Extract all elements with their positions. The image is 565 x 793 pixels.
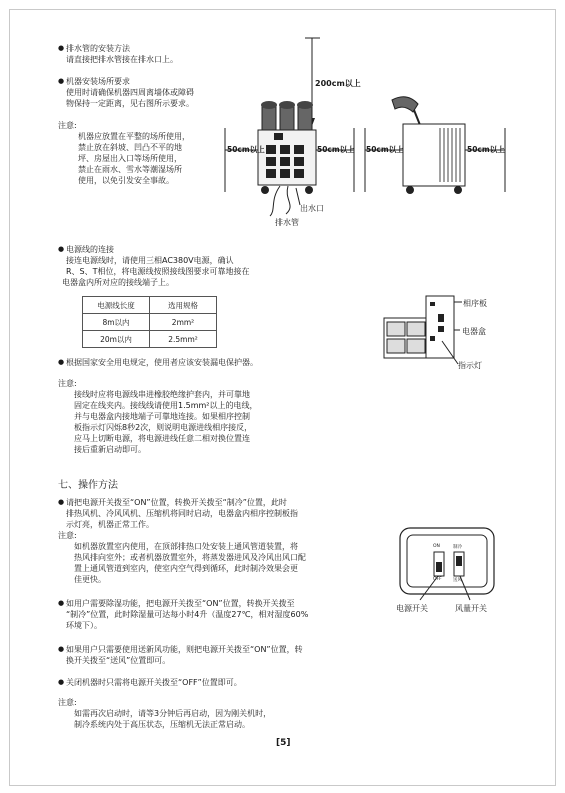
note-text: 如机器放置室内使用，在顶部排热口处安装上通风管道装置，将 — [74, 542, 298, 551]
note-text: 固定在线夹内。接线线请使用1.5mm²以上的电线， — [74, 401, 258, 410]
table-cell: 2.5mm² — [150, 331, 217, 348]
note-text: 接线时应将电源线串进橡胶绝缘护套内，并可靠地 — [74, 390, 250, 399]
table-header-cell: 电源线长度 — [83, 297, 150, 314]
indicator-light-label: 指示灯 — [458, 361, 482, 370]
dehumidify-text: 环境下）。 — [66, 621, 102, 630]
power-text: 接连电源线时，请使用三相AC380V电源，确认 — [66, 256, 234, 265]
power-text: R、S、T相位，将电源线按照接线图要求可靠地接在 — [66, 267, 250, 276]
power-title: 电源线的连接 — [66, 245, 114, 254]
note-text: 使用，以免引发安全事故。 — [78, 176, 174, 185]
clearance-label: 50cm以上 — [317, 145, 355, 154]
hose-label: 排水管 — [275, 218, 299, 227]
operation-text: 示灯亮，机器正常工作。 — [66, 520, 154, 529]
height-clearance-label: 200cm以上 — [315, 79, 361, 88]
shutdown-text: 关闭机器时只需将电源开关拨至“OFF”位置即可。 — [66, 678, 242, 687]
note-text: 热风排向室外；或者机器放置室外，将蒸发器进风及冷风出风口配 — [74, 553, 306, 562]
note-text: 板指示灯闪烁8秒2次，则说明电源进线相序接反， — [74, 423, 253, 432]
table-cell: 2mm² — [150, 314, 217, 331]
drain-text: 请直接把排水管接在排水口上。 — [66, 55, 178, 64]
note-text: 佳更快。 — [74, 575, 106, 584]
bullet: ● — [58, 77, 65, 85]
electrical-box-label: 电器盒 — [462, 327, 486, 336]
note-text: 机器应放置在平整的场所使用， — [78, 132, 190, 141]
bullet: ● — [58, 678, 65, 686]
bullet: ● — [58, 44, 65, 52]
bullet: ● — [58, 645, 65, 653]
page-number: [5] — [276, 738, 291, 748]
phase-board-label: 相序板 — [463, 299, 487, 308]
note-text: 禁止放在斜坡、凹凸不平的地 — [78, 143, 182, 152]
table-header-cell: 选用规格 — [150, 297, 217, 314]
power-text: 电器盒内所对应的接线端子上。 — [62, 278, 174, 287]
switch-fan-label: 送风 — [453, 578, 462, 583]
note-text: 接后重新启动即可。 — [74, 445, 146, 454]
table-cell: 20m以内 — [83, 331, 150, 348]
fan-switch-label: 风量开关 — [455, 604, 487, 613]
site-text: 使用时请确保机器四周离墙体或障碍 — [66, 88, 194, 97]
bullet: ● — [58, 245, 65, 253]
switch-on-label: ON — [433, 544, 440, 549]
drain-title: 排水管的安装方法 — [66, 44, 130, 53]
table-cell: 8m以内 — [83, 314, 150, 331]
operation-text: 排热风机、冷风风机、压缩机将同时启动，电器盒内相序控制板指 — [66, 509, 298, 518]
protector-text: 根据国家安全用电规定，使用者应该安装漏电保护器。 — [66, 358, 258, 367]
section-heading: 七、操作方法 — [58, 480, 118, 491]
switch-off-label: OFF — [433, 577, 442, 582]
bullet: ● — [58, 599, 65, 607]
note-label: 注意: — [58, 698, 77, 707]
fresh-air-text: 如果用户只需要使用送新风功能，则把电源开关拨至“ON”位置，转 — [66, 645, 303, 654]
switch-cool-label: 制冷 — [453, 545, 462, 550]
power-switch-label: 电源开关 — [396, 604, 428, 613]
note-label: 注意: — [58, 531, 77, 540]
note-label: 注意: — [58, 379, 77, 388]
operation-text: 请把电源开关拨至“ON”位置，转换开关拨至“制冷”位置，此时 — [66, 498, 287, 507]
note-text: 如需再次启动时，请等3分钟后再启动，因为刚关机时， — [74, 709, 272, 718]
note-text: 并与电器盒内接地端子可靠地连接。如果相序控制 — [74, 412, 250, 421]
bullet: ● — [58, 498, 65, 506]
site-title: 机器安装场所要求 — [66, 77, 130, 86]
note-text: 禁止在雨水、雪水等潮湿场所 — [78, 165, 182, 174]
dehumidify-text: “制冷”位置，此时除湿量可达每小时4升（温度27℃，相对湿度60% — [66, 610, 309, 619]
fresh-air-text: 换开关拨至“送风”位置即可。 — [66, 656, 171, 665]
clearance-label: 50cm以上 — [467, 145, 505, 154]
note-text: 置上通风管道到室内，使室内空气得到循环，此时制冷效果会更 — [74, 564, 298, 573]
note-text: 制冷系统内处于高压状态，压缩机无法正常启动。 — [74, 720, 250, 729]
note-label: 注意: — [58, 121, 77, 130]
site-text: 物保持一定距离，见右图所示要求。 — [66, 99, 194, 108]
bullet: ● — [58, 358, 65, 366]
dehumidify-text: 如用户需要除湿功能，把电源开关拨至“ON”位置，转换开关拨至 — [66, 599, 295, 608]
outlet-label: 出水口 — [300, 204, 324, 213]
note-text: 坪、房屋出入口等场所使用， — [78, 154, 182, 163]
note-text: 应马上切断电源，将电源进线任意二相对换位置连 — [74, 434, 250, 443]
clearance-label: 50cm以上 — [227, 145, 265, 154]
clearance-label: 50cm以上 — [366, 145, 404, 154]
